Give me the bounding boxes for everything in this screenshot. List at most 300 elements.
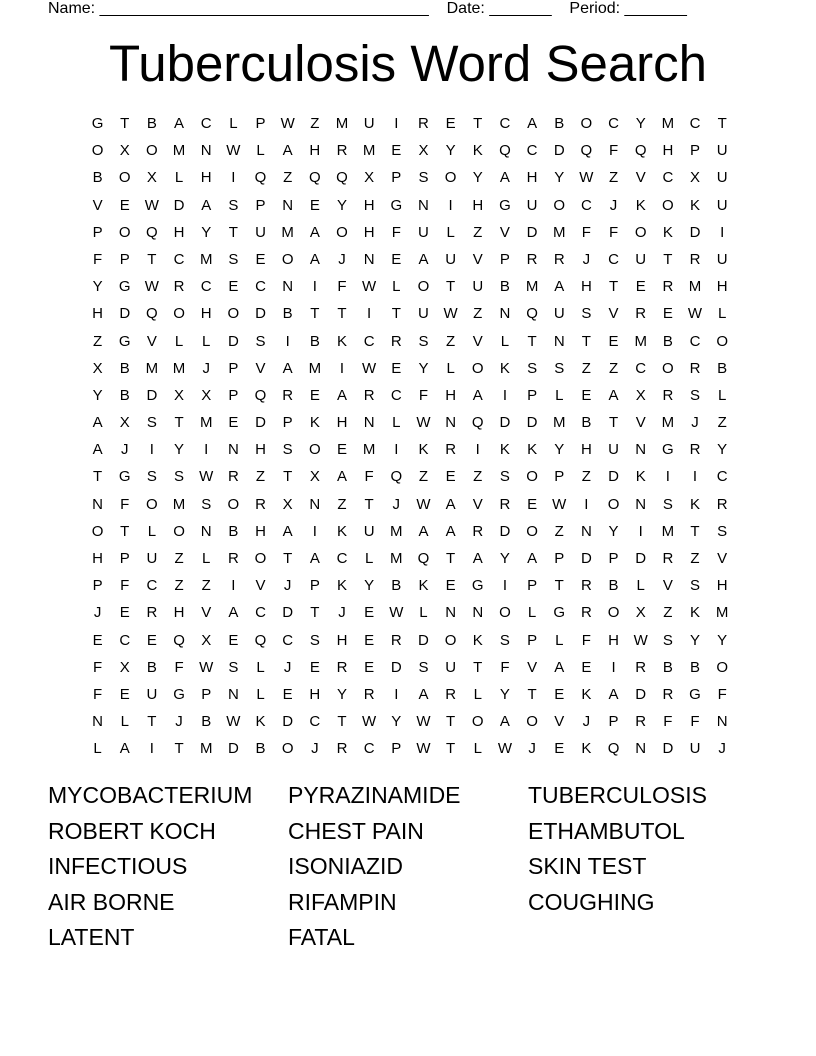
grid-letter: O	[471, 359, 484, 377]
grid-letter: U	[418, 223, 429, 241]
grid-letter: N	[92, 495, 103, 513]
grid-letter: E	[581, 658, 592, 676]
grid-letter: O	[227, 495, 240, 513]
grid-letter: N	[309, 495, 321, 513]
grid-letter: T	[283, 468, 293, 486]
grid-letter: I	[312, 278, 317, 296]
grid-letter: Y	[608, 522, 619, 540]
word-list-row	[48, 887, 788, 923]
grid-letter: J	[718, 740, 726, 758]
grid-letter: E	[228, 414, 239, 432]
grid-letter: E	[445, 577, 456, 595]
grid-letter: Z	[255, 468, 266, 486]
grid-letter: H	[309, 685, 321, 703]
search-word: LATENT	[48, 924, 135, 951]
grid-letter: H	[336, 631, 348, 649]
grid-letter: R	[255, 495, 266, 513]
grid-letter: U	[689, 740, 701, 758]
search-word: TUBERCULOSIS	[528, 782, 707, 808]
grid-letter: Y	[336, 196, 347, 214]
grid-letter: Z	[446, 332, 456, 350]
grid-letter: W	[579, 169, 594, 187]
grid-letter: I	[611, 658, 616, 676]
grid-letter: H	[200, 169, 212, 187]
grid-letter: P	[527, 631, 538, 649]
grid-letter: E	[255, 250, 266, 268]
grid-letter: V	[146, 332, 157, 350]
grid-letter: B	[662, 332, 673, 350]
grid-letter: V	[472, 250, 483, 268]
grid-letter: U	[472, 278, 484, 296]
grid-letter: S	[174, 468, 185, 486]
grid-letter: D	[173, 196, 185, 214]
grid-letter: K	[662, 223, 673, 241]
grid-letter: F	[364, 468, 374, 486]
grid-letter: W	[443, 305, 458, 323]
grid-letter: E	[336, 441, 347, 459]
grid-letter: E	[554, 685, 565, 703]
grid-letter: Z	[337, 495, 347, 513]
page-title: Tuberculosis Word Search	[108, 35, 708, 92]
grid-letter: L	[229, 115, 238, 132]
grid-letter: D	[662, 740, 674, 758]
grid-row	[84, 223, 736, 250]
search-word: ETHAMBUTOL	[528, 817, 685, 844]
grid-letter: O	[417, 278, 430, 296]
grid-letter: Z	[174, 577, 184, 595]
grid-letter: M	[145, 359, 159, 377]
grid-letter: A	[282, 359, 293, 377]
grid-letter: E	[391, 142, 402, 160]
grid-letter: O	[526, 468, 538, 486]
grid-letter: Z	[201, 577, 211, 595]
grid-letter: C	[336, 550, 348, 567]
grid-letter: I	[339, 359, 345, 377]
grid-letter: K	[472, 142, 483, 160]
grid-letter: L	[527, 604, 537, 622]
grid-letter: Z	[663, 604, 673, 622]
grid-letter: U	[445, 250, 457, 268]
grid-letter: V	[635, 414, 646, 432]
grid-letter: G	[118, 332, 131, 350]
grid-letter: W	[280, 115, 295, 132]
grid-letter: M	[308, 359, 322, 377]
grid-letter: B	[581, 414, 592, 432]
grid-row	[84, 196, 736, 223]
grid-letter: S	[255, 332, 266, 350]
grid-letter: A	[336, 386, 347, 404]
grid-letter: E	[309, 196, 320, 214]
grid-letter: F	[581, 223, 591, 241]
grid-letter: U	[635, 250, 647, 268]
grid-letter: D	[282, 713, 294, 731]
grid-letter: Z	[608, 359, 619, 377]
grid-letter: A	[472, 550, 483, 567]
grid-letter: P	[554, 468, 565, 486]
grid-letter: H	[173, 223, 185, 241]
grid-letter: Q	[308, 169, 321, 187]
grid-letter: G	[91, 115, 104, 132]
grid-letter: Q	[336, 169, 348, 187]
grid-letter: K	[527, 441, 538, 459]
grid-letter: X	[201, 386, 212, 404]
grid-letter: P	[92, 577, 103, 595]
grid-letter: G	[499, 196, 511, 214]
grid-letter: W	[416, 495, 431, 513]
grid-row	[84, 413, 736, 440]
grid-letter: N	[580, 522, 592, 540]
header-fields	[48, 0, 687, 18]
grid-letter: C	[255, 604, 266, 622]
grid-letter: A	[119, 740, 130, 758]
grid-letter: U	[716, 142, 728, 160]
grid-letter: S	[527, 359, 538, 377]
grid-letter: E	[391, 359, 402, 377]
grid-letter: Y	[174, 441, 185, 459]
grid-letter: L	[256, 142, 265, 160]
grid-letter: I	[394, 441, 399, 459]
grid-letter: E	[119, 604, 130, 622]
grid-letter: P	[228, 359, 239, 377]
grid-letter: D	[227, 740, 239, 758]
grid-letter: X	[119, 142, 130, 160]
grid-letter: J	[582, 713, 591, 731]
grid-letter: L	[174, 332, 184, 350]
grid-letter: Z	[608, 169, 619, 187]
grid-row	[84, 712, 736, 739]
grid-letter: A	[309, 250, 320, 268]
grid-letter: C	[499, 115, 511, 132]
grid-letter: Z	[473, 223, 483, 241]
grid-letter: R	[716, 495, 728, 513]
grid-letter: F	[418, 386, 429, 404]
grid-letter: W	[497, 740, 512, 758]
grid-letter: U	[146, 550, 158, 567]
grid-letter: O	[526, 713, 538, 731]
grid-letter: A	[228, 604, 239, 622]
grid-letter: M	[688, 278, 702, 296]
grid-letter: R	[363, 386, 375, 404]
grid-letter: T	[283, 550, 293, 567]
grid-letter: B	[92, 169, 103, 187]
grid-letter: K	[690, 604, 701, 622]
grid-letter: J	[691, 414, 699, 432]
grid-letter: O	[118, 169, 131, 187]
grid-letter: H	[363, 223, 375, 241]
grid-letter: J	[392, 495, 401, 513]
grid-letter: E	[92, 631, 103, 649]
grid-letter: C	[200, 278, 212, 296]
grid-letter: I	[367, 305, 372, 323]
word-list-row	[48, 851, 788, 887]
grid-letter: E	[119, 685, 130, 703]
grid-letter: T	[554, 577, 564, 595]
grid-letter: P	[309, 577, 320, 595]
grid-letter: M	[525, 278, 539, 296]
grid-letter: B	[717, 359, 728, 377]
grid-letter: T	[92, 468, 103, 486]
grid-letter: T	[717, 115, 727, 132]
grid-letter: X	[635, 386, 646, 404]
grid-letter: U	[255, 223, 266, 241]
grid-letter: V	[608, 305, 619, 323]
grid-row	[84, 359, 736, 386]
grid-letter: R	[282, 386, 294, 404]
grid-letter: Q	[146, 305, 158, 323]
grid-letter: N	[445, 604, 457, 622]
grid-letter: E	[635, 278, 646, 296]
grid-letter: A	[445, 495, 456, 513]
grid-letter: V	[635, 169, 646, 187]
grid-letter: L	[473, 740, 482, 758]
grid-letter: I	[692, 468, 698, 486]
grid-letter: D	[255, 414, 266, 432]
grid-letter: C	[526, 142, 538, 160]
grid-letter: E	[119, 196, 130, 214]
grid-letter: W	[226, 713, 241, 731]
grid-row	[84, 495, 736, 522]
grid-letter: V	[255, 577, 266, 595]
grid-letter: O	[580, 115, 593, 132]
grid-letter: M	[552, 223, 566, 241]
grid-letter: L	[364, 550, 374, 567]
grid-letter: S	[499, 631, 510, 649]
search-word: SKIN TEST	[528, 853, 647, 880]
grid-letter: R	[689, 250, 701, 268]
grid-letter: N	[227, 685, 239, 703]
grid-letter: E	[445, 468, 456, 486]
grid-letter: J	[93, 604, 102, 622]
grid-letter: F	[92, 685, 103, 703]
grid-row	[84, 631, 736, 658]
grid-letter: C	[689, 332, 701, 350]
grid-letter: M	[172, 359, 186, 377]
grid-letter: S	[717, 522, 728, 540]
grid-letter: U	[363, 115, 375, 132]
grid-letter: L	[636, 577, 645, 595]
grid-letter: Q	[526, 305, 538, 323]
grid-letter: N	[363, 250, 375, 268]
grid-row	[84, 250, 736, 277]
grid-letter: C	[200, 115, 212, 132]
grid-letter: O	[336, 223, 348, 241]
grid-letter: M	[335, 115, 349, 132]
grid-letter: X	[146, 169, 157, 187]
grid-letter: D	[499, 522, 511, 540]
search-word	[528, 922, 768, 958]
grid-letter: Y	[499, 685, 510, 703]
grid-letter: Y	[92, 278, 103, 296]
grid-letter: Q	[254, 631, 267, 649]
grid-row	[84, 114, 736, 141]
grid-letter: I	[448, 196, 453, 214]
grid-letter: N	[363, 414, 375, 432]
grid-letter: F	[663, 713, 673, 731]
grid-letter: W	[552, 495, 567, 513]
grid-letter: B	[146, 115, 157, 132]
grid-letter: H	[363, 196, 375, 214]
grid-letter: F	[717, 685, 727, 703]
grid-letter: Y	[690, 631, 701, 649]
grid-letter: S	[499, 468, 510, 486]
grid-letter: C	[390, 386, 402, 404]
grid-letter: M	[661, 414, 675, 432]
grid-letter: R	[635, 713, 647, 731]
date-blank: _______	[489, 0, 552, 17]
grid-row	[84, 440, 736, 467]
grid-letter: T	[310, 305, 320, 323]
grid-letter: H	[472, 196, 484, 214]
grid-letter: V	[201, 604, 212, 622]
grid-letter: O	[607, 604, 620, 622]
grid-letter: N	[716, 713, 728, 731]
grid-letter: V	[527, 658, 538, 676]
grid-letter: Q	[254, 169, 267, 187]
grid-letter: R	[336, 658, 348, 676]
grid-letter: R	[689, 359, 701, 377]
grid-letter: V	[554, 713, 565, 731]
grid-letter: O	[173, 305, 185, 323]
name-blank: _____________________________________	[99, 0, 429, 17]
grid-letter: E	[309, 658, 320, 676]
grid-letter: N	[445, 414, 457, 432]
grid-letter: R	[336, 740, 348, 758]
grid-letter: W	[389, 604, 404, 622]
grid-row	[84, 277, 736, 304]
grid-letter: G	[173, 685, 185, 703]
grid-letter: P	[391, 740, 402, 758]
date-label: Date:	[446, 0, 485, 17]
grid-letter: L	[500, 332, 510, 350]
grid-letter: F	[92, 658, 103, 676]
grid-letter: U	[553, 305, 565, 323]
grid-letter: W	[226, 142, 241, 160]
grid-row	[84, 168, 736, 195]
grid-letter: H	[580, 278, 592, 296]
grid-letter: T	[473, 115, 483, 132]
grid-letter: R	[336, 142, 348, 160]
grid-letter: O	[281, 740, 294, 758]
grid-letter: T	[473, 658, 483, 676]
period-blank: _______	[624, 0, 687, 17]
grid-letter: T	[663, 250, 673, 268]
grid-letter: W	[144, 196, 159, 214]
grid-letter: H	[309, 142, 321, 160]
grid-row	[84, 467, 736, 494]
grid-letter: U	[418, 305, 429, 323]
grid-letter: T	[527, 685, 537, 703]
grid-letter: A	[282, 142, 293, 160]
search-word: AIR BORNE	[48, 888, 175, 915]
grid-letter: P	[527, 577, 538, 595]
grid-letter: M	[390, 550, 403, 567]
grid-letter: T	[174, 414, 184, 432]
grid-letter: F	[500, 658, 510, 676]
grid-letter: J	[582, 250, 591, 268]
grid-letter: U	[363, 522, 375, 540]
grid-letter: B	[119, 359, 130, 377]
grid-letter: U	[146, 685, 158, 703]
grid-letter: Z	[690, 550, 700, 567]
grid-letter: B	[228, 522, 239, 540]
grid-letter: R	[689, 441, 701, 459]
search-word: INFECTIOUS	[48, 853, 188, 880]
grid-letter: G	[390, 196, 403, 214]
grid-letter: U	[716, 169, 728, 187]
grid-letter: S	[554, 359, 565, 377]
grid-letter: K	[472, 631, 483, 649]
grid-letter: J	[609, 196, 618, 214]
grid-letter: E	[228, 631, 239, 649]
grid-letter: N	[553, 332, 565, 350]
grid-letter: Y	[499, 550, 510, 567]
grid-letter: F	[391, 223, 401, 241]
name-label: Name:	[48, 0, 96, 17]
grid-letter: A	[92, 441, 103, 459]
grid-letter: L	[147, 522, 157, 540]
grid-letter: O	[444, 169, 457, 187]
grid-letter: L	[256, 658, 265, 676]
grid-letter: U	[716, 196, 728, 214]
grid-letter: N	[635, 740, 647, 758]
grid-letter: X	[364, 169, 375, 187]
grid-letter: S	[418, 169, 429, 187]
grid-letter: G	[662, 441, 674, 459]
grid-letter: P	[201, 685, 212, 703]
grid-letter: O	[716, 332, 728, 350]
grid-letter: U	[716, 250, 728, 268]
grid-letter: R	[499, 495, 511, 513]
grid-letter: F	[120, 577, 130, 595]
grid-letter: T	[147, 250, 157, 268]
grid-letter: A	[201, 196, 212, 214]
grid-letter: P	[119, 250, 130, 268]
grid-letter: K	[635, 468, 646, 486]
grid-letter: Q	[499, 142, 511, 160]
grid-row	[84, 658, 736, 685]
grid-letter: K	[581, 740, 592, 758]
grid-letter: L	[392, 414, 401, 432]
grid-letter: T	[337, 713, 347, 731]
grid-letter: C	[282, 631, 294, 649]
grid-letter: Q	[471, 414, 484, 432]
grid-letter: T	[446, 550, 456, 567]
grid-letter: A	[309, 550, 320, 567]
grid-letter: R	[390, 332, 402, 350]
grid-letter: L	[120, 713, 129, 731]
grid-letter: E	[662, 305, 673, 323]
grid-letter: H	[716, 278, 728, 296]
grid-letter: R	[580, 604, 592, 622]
grid-letter: V	[255, 359, 266, 377]
grid-letter: D	[418, 631, 429, 649]
grid-letter: Z	[473, 468, 483, 486]
grid-letter: R	[526, 250, 538, 268]
grid-letter: C	[635, 359, 647, 377]
grid-letter: S	[282, 441, 293, 459]
grid-letter: I	[502, 386, 507, 404]
search-word: ISONIAZID	[288, 853, 404, 880]
grid-letter: Y	[92, 386, 103, 404]
grid-letter: L	[446, 223, 455, 241]
grid-letter: V	[499, 223, 510, 241]
grid-letter: E	[146, 631, 157, 649]
grid-letter: I	[475, 441, 480, 459]
grid-letter: Q	[173, 631, 185, 649]
grid-letter: T	[337, 305, 347, 323]
grid-letter: D	[282, 604, 294, 622]
grid-letter: T	[228, 223, 238, 241]
